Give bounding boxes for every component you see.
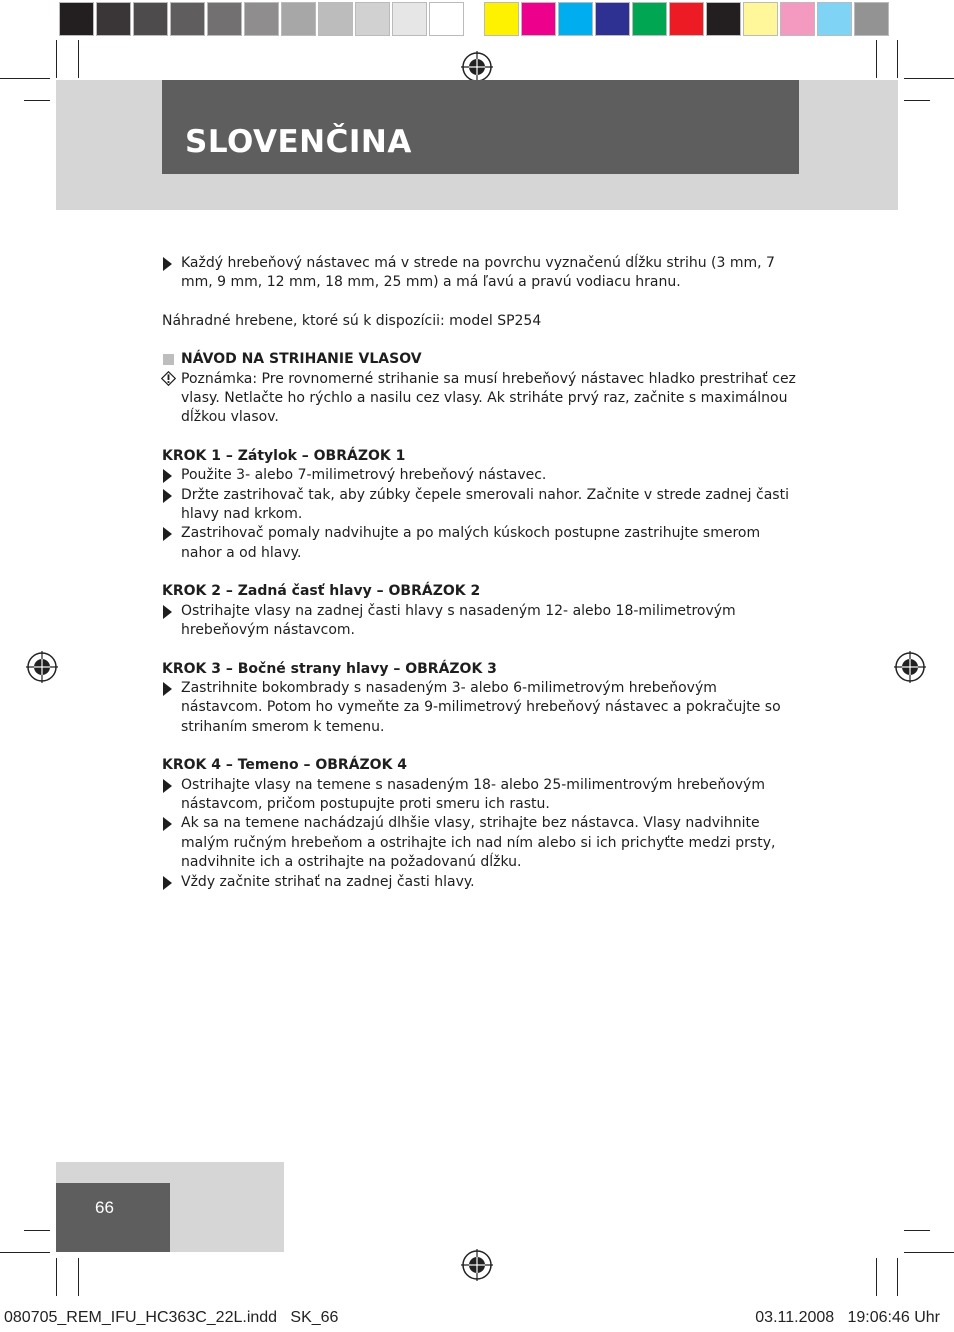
- registration-mark-icon: [894, 651, 926, 683]
- color-swatch: [96, 2, 131, 36]
- color-swatch: [170, 2, 205, 36]
- page-title: SLOVENČINA: [185, 124, 412, 160]
- bullet-triangle-icon: [163, 779, 172, 793]
- color-swatch: [558, 2, 593, 36]
- crop-mark: [897, 1258, 898, 1296]
- step-heading: KROK 3 – Bočné strany hlavy – OBRÁZOK 3: [162, 660, 497, 677]
- slug-filename: 080705_REM_IFU_HC363C_22L.indd SK_66: [4, 1309, 339, 1326]
- registration-mark-icon: [461, 51, 493, 83]
- list-item: Použite 3- alebo 7-milimetrový hrebeňový nástavec.: [162, 466, 802, 485]
- list-item: Ak sa na temene nachádzajú dlhšie vlasy, strihajte bez nástavca. Vlasy nadvihnite malým ručným hrebeňom a ostrihajte ich nad ním alebo si ich prichyťte medzi prsty, nadvihnite ich a ostrihajte na požadovanú dĺžku.: [162, 814, 802, 872]
- crop-mark: [904, 78, 954, 79]
- list-item: Držte zastrihovač tak, aby zúbky čepele smerovali nahor. Začnite v strede zadnej časti hlavy nad krkom.: [162, 486, 802, 525]
- section-square-icon: [163, 354, 174, 365]
- page-number: 66: [95, 1198, 114, 1217]
- list-item: Zastrihnite bokombrady s nasadeným 3- alebo 6-milimetrovým hrebeňovým nástavcom. Potom ho vymeňte za 9-milimetrový hrebeňový nástavec a pokračujte so strihaním smerom k temenu.: [162, 679, 802, 737]
- color-swatch: [521, 2, 556, 36]
- slug-timestamp: 03.11.2008 19:06:46 Uhr: [755, 1309, 940, 1326]
- bullet-triangle-icon: [163, 527, 172, 541]
- crop-mark: [904, 1252, 954, 1253]
- color-swatch: [632, 2, 667, 36]
- color-swatch: [355, 2, 390, 36]
- bullet-triangle-icon: [163, 257, 172, 271]
- color-swatch: [318, 2, 353, 36]
- list-item: Každý hrebeňový nástavec má v strede na povrchu vyznačenú dĺžku strihu (3 mm, 7 mm, 9 mm, 12 mm, 18 mm, 25 mm) a má ľavú a pravú vodiacu hranu.: [162, 254, 802, 293]
- note-paragraph: Poznámka: Pre rovnomerné strihanie sa musí hrebeňový nástavec hladko prestrihať cez vlasy. Netlačte ho rýchlo a nasilu cez vlasy. Ak striháte prvý raz, začnite s maximálnou dĺžkou vlasov.: [162, 370, 802, 428]
- color-swatch: [484, 2, 519, 36]
- color-swatch: [429, 2, 464, 36]
- color-swatch: [207, 2, 242, 36]
- crop-mark: [904, 1230, 930, 1231]
- color-swatch: [854, 2, 889, 36]
- color-swatch: [780, 2, 815, 36]
- grayscale-color-bar: [59, 2, 466, 38]
- crop-mark: [876, 1258, 877, 1296]
- bullet-triangle-icon: [163, 817, 172, 831]
- section-heading: NÁVOD NA STRIHANIE VLASOV: [162, 350, 802, 369]
- crop-mark: [78, 40, 79, 78]
- crop-mark: [904, 100, 930, 101]
- crop-mark: [56, 1258, 57, 1296]
- list-item: Vždy začnite strihať na zadnej časti hlavy.: [162, 873, 802, 892]
- step-heading: KROK 2 – Zadná časť hlavy – OBRÁZOK 2: [162, 583, 481, 600]
- bullet-triangle-icon: [163, 876, 172, 890]
- crop-mark: [24, 100, 50, 101]
- warning-icon: [161, 371, 176, 386]
- list-item: Ostrihajte vlasy na zadnej časti hlavy s nasadeným 12- alebo 18-milimetrovým hrebeňovým nástavcom.: [162, 602, 802, 641]
- color-swatch: [281, 2, 316, 36]
- crop-mark: [876, 40, 877, 78]
- registration-mark-icon: [26, 651, 58, 683]
- bullet-triangle-icon: [163, 469, 172, 483]
- crop-mark: [78, 1258, 79, 1296]
- spare-combs-text: Náhradné hrebene, ktoré sú k dispozícii: model SP254: [162, 312, 542, 329]
- step-heading: KROK 4 – Temeno – OBRÁZOK 4: [162, 757, 408, 774]
- crop-mark: [24, 1230, 50, 1231]
- color-swatch: [595, 2, 630, 36]
- list-item: Ostrihajte vlasy na temene s nasadeným 18- alebo 25-milimentrovým hrebeňovým nástavcom, pričom postupujte proti smeru ich rastu.: [162, 776, 802, 815]
- crop-mark: [897, 40, 898, 78]
- color-swatch: [669, 2, 704, 36]
- bullet-triangle-icon: [163, 605, 172, 619]
- crop-mark: [56, 40, 57, 78]
- process-color-bar: [484, 2, 891, 38]
- step-heading: KROK 1 – Zátylok – OBRÁZOK 1: [162, 447, 406, 464]
- color-swatch: [392, 2, 427, 36]
- list-item: Zastrihovač pomaly nadvihujte a po malých kúskoch postupne zastrihujte smerom nahor a od hlavy.: [162, 524, 802, 563]
- color-swatch: [817, 2, 852, 36]
- bullet-triangle-icon: [163, 682, 172, 696]
- bullet-triangle-icon: [163, 489, 172, 503]
- registration-mark-icon: [461, 1249, 493, 1281]
- color-swatch: [743, 2, 778, 36]
- color-swatch: [133, 2, 168, 36]
- color-swatch: [244, 2, 279, 36]
- main-content: [162, 254, 802, 892]
- color-swatch: [59, 2, 94, 36]
- color-swatch: [706, 2, 741, 36]
- crop-mark: [0, 78, 50, 79]
- crop-mark: [0, 1252, 50, 1253]
